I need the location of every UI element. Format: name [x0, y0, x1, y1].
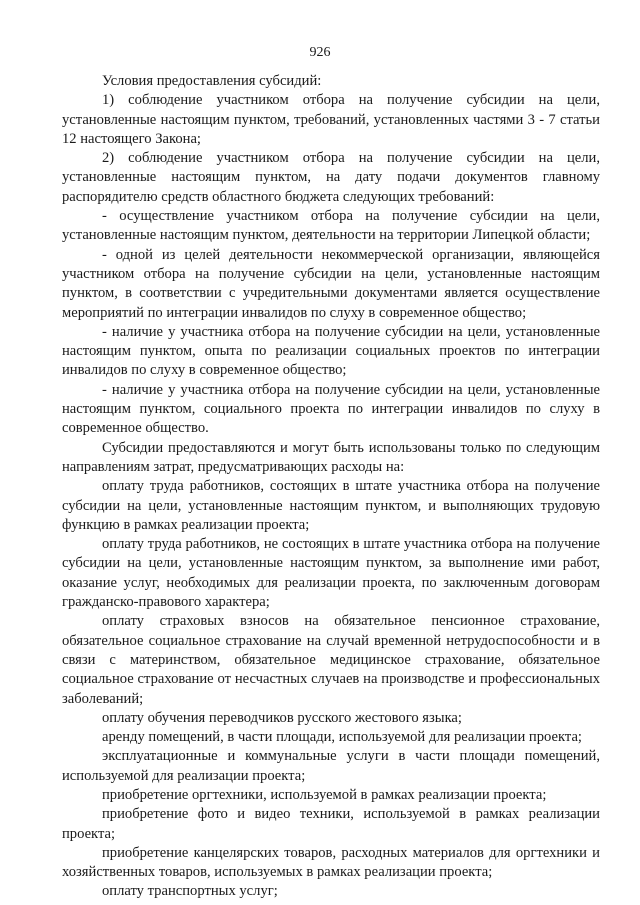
paragraph-conditions-heading: Условия предоставления субсидий: [102, 73, 322, 89]
paragraph-expense-insurance: оплату страховых взносов на обязательное пенсионное страхование, обязательное социальное страхование на случай временной нетрудоспособности и в связи с материнством, обязательное медицинское страхование, обязательное социальное страхование от несчастных случаев на производстве и профессиональных заболеваний; [62, 613, 600, 707]
paragraph-expense-office-equipment: приобретение оргтехники, используемой в рамках реализации проекта; [102, 786, 547, 803]
page-number: 926 [309, 45, 331, 60]
paragraph-expense-photo-video: приобретение фото и видео техники, используемой в рамках реализации проекта; [62, 806, 600, 842]
paragraph-expense-utilities: эксплуатационные и коммунальные услуги в части площади помещений, используемой для реализации проекта; [62, 748, 600, 784]
paragraph-expense-contract-pay: оплату труда работников, не состоящих в штате участника отбора на получение субсидии на цели, установленные настоящим пунктом, за выполнение ими работ, оказание услуг, необходимых для реализации проекта, по заключенным договорам гражданско-правового характера; [62, 536, 600, 611]
paragraph-condition-1: 1) соблюдение участником отбора на получение субсидии на цели, установленные настоящим пунктом, требований, установленных частями 3 - 7 статьи 12 настоящего Закона; [62, 92, 600, 147]
paragraph-requirement-goals: - одной из целей деятельности некоммерческой организации, являющейся участником отбора на получение субсидии на цели, установленные настоящим пунктом, в соответствии с учредительными документами является осуществление мероприятий по интеграции инвалидов по слуху в современное общество; [62, 246, 600, 321]
paragraph-expense-staff-pay: оплату труда работников, состоящих в штате участника отбора на получение субсидии на цели, установленные настоящим пунктом, и выполняющих трудовую функцию в рамках реализации проекта; [62, 478, 600, 533]
paragraph-requirement-project: - наличие у участника отбора на получение субсидии на цели, установленные настоящим пунктом, социального проекта по интеграции инвалидов по слуху в современное общество. [62, 381, 600, 437]
paragraph-condition-2: 2) соблюдение участником отбора на получение субсидии на цели, установленные настоящим пунктом, на дату подачи документов главному распорядителю средств областного бюджета следующих требований: [62, 150, 600, 205]
paragraph-requirement-experience: - наличие у участника отбора на получение субсидии на цели, установленные настоящим пунктом, опыта по реализации социальных проектов по интеграции инвалидов по слуху в современное общество; [62, 323, 600, 379]
document-body [62, 72, 600, 902]
paragraph-expense-transport: оплату транспортных услуг; [102, 883, 278, 900]
paragraph-expense-supplies: приобретение канцелярских товаров, расходных материалов для оргтехники и хозяйственных товаров, используемых в рамках реализации проекта; [62, 844, 600, 881]
paragraph-requirement-territory: - осуществление участником отбора на получение субсидии на цели, установленные настоящим пунктом, деятельности на территории Липецкой области; [62, 208, 600, 244]
paragraph-expense-interpreter-training: оплату обучения переводчиков русского жестового языка; [102, 709, 462, 726]
paragraph-expense-directions: Субсидии предоставляются и могут быть использованы только по следующим направлениям затрат, предусматривающих расходы на: [62, 439, 600, 475]
paragraph-expense-rent: аренду помещений, в части площади, используемой для реализации проекта; [102, 729, 582, 746]
